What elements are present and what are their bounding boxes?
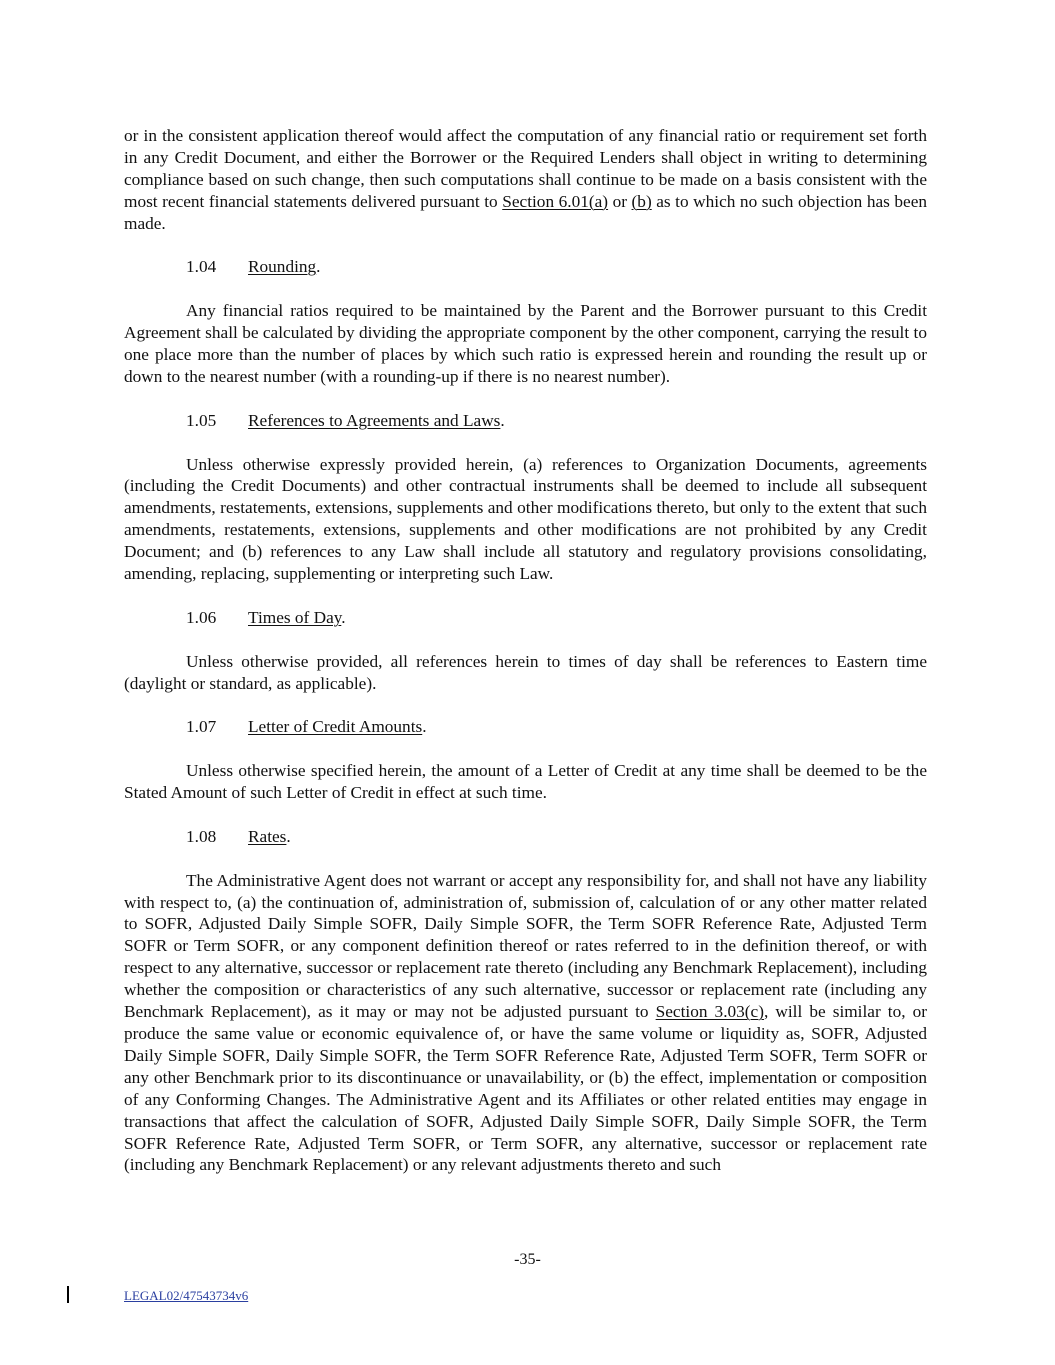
- section-1-07-text: Unless otherwise specified herein, the amount of a Letter of Credit at any time shall be deemed to be the Stated Amount of such Letter of Credit in effect at such time.: [124, 761, 927, 803]
- section-title: Rates: [248, 826, 287, 846]
- section-title: Times of Day: [248, 607, 342, 627]
- section-1-08-text-continuation: , will be similar to, or produce the same value or economic equivalence of, or have the same volume or liquidity as, SOFR, Adjusted Daily Simple SOFR, Daily Simple SOFR, the Term SOFR Reference Rate, Adjusted Term SOFR, Term SOFR or any other Benchmark prior to its discontinuance or unavailability, or (b) the effect, implementation or composition of any Conforming Changes. The Administrative Agent and its Affiliates or other related entities may engage in transactions that affect the calculation of SOFR, Adjusted Daily Simple SOFR, Daily Simple SOFR, the Term SOFR Reference Rate, Adjusted Term SOFR, or Term SOFR, any alternative, successor or replacement rate (including any Benchmark Replacement) or any relevant adjustments thereto and such: [124, 1002, 928, 1175]
- revision-bar: [67, 1286, 69, 1303]
- section-number: 1.05: [186, 410, 217, 430]
- section-number: 1.04: [186, 257, 217, 277]
- section-heading-1-08: 1.08 Rates.: [186, 826, 291, 846]
- section-3-03c-reference: Section 3.03(c): [655, 1002, 764, 1022]
- section-title: References to Agreements and Laws: [248, 410, 501, 430]
- section-number: 1.07: [186, 717, 217, 737]
- section-title: Rounding: [248, 257, 317, 277]
- document-reference-link[interactable]: LEGAL02/47543734v6: [124, 1288, 249, 1303]
- document-body: [124, 125, 927, 1198]
- continuation-connector: or: [608, 191, 632, 211]
- section-1-08-text: [124, 870, 927, 1177]
- section-1-06-text: Unless otherwise provided, all references herein to times of day shall be references to Eastern time (daylight or standard, as applicable).: [124, 651, 927, 693]
- section-heading-1-05: 1.05 References to Agreements and Laws.: [186, 410, 505, 430]
- section-number: 1.08: [186, 826, 217, 846]
- section-heading-1-07: 1.07 Letter of Credit Amounts.: [186, 717, 427, 737]
- section-6-01a-reference: Section 6.01(a): [502, 191, 609, 211]
- section-number: 1.06: [186, 607, 217, 627]
- section-heading-1-06: 1.06 Times of Day.: [186, 607, 346, 627]
- continuation-ending: as to which no such objection has been made.: [124, 191, 928, 233]
- section-1-08-text-part: The Administrative Agent does not warrant or accept any responsibility for, and shall not have any liability with respect to, (a) the continuation of, administration of, submission of, calculation of or any other matter related to SOFR, Adjusted Daily Simple SOFR, Daily Simple SOFR, the Term SOFR Reference Rate, Adjusted Term SOFR or Term SOFR, or any component definition thereof or rates referred to in the definition thereof, or with respect to any alternative, successor or replacement rate thereto (including any Benchmark Replacement), including whether the composition or characteristics of any such alternative, successor or replacement rate (including any Benchmark Replacement), as it may or may not be adjusted pursuant to: [124, 870, 927, 1022]
- section-title: Letter of Credit Amounts: [248, 717, 423, 737]
- continuation-paragraph: [124, 125, 927, 235]
- section-heading-1-04: 1.04 Rounding.: [186, 257, 321, 277]
- page-number: -35-: [514, 1251, 541, 1268]
- section-1-04-text: Any financial ratios required to be maintained by the Parent and the Borrower pursuant to this Credit Agreement shall be calculated by dividing the appropriate component by the other component, carrying the result to one place more than the number of places by which such ratio is expressed herein and rounding the result up or down to the nearest number (with a rounding-up if there is no nearest number).: [124, 301, 927, 386]
- section-1-05-text: Unless otherwise expressly provided herein, (a) references to Organization Documents, agreements (including the Credit Documents) and other contractual instruments shall be deemed to include all subsequent amendments, restatements, extensions, supplements and other modifications thereto, but only to the extent that such amendments, restatements, extensions, supplements and other modifications are not prohibited by any Credit Document; and (b) references to any Law shall include all statutory and regulatory provisions consolidating, amending, replacing, supplementing or interpreting such Law.: [124, 454, 927, 584]
- continuation-text: or in the consistent application thereof would affect the computation of any financial ratio or requirement set forth in any Credit Document, and either the Borrower or the Required Lenders shall object in writing to determining compliance based on such change, then such computations shall continue to be made on a basis consistent with the most recent financial statements delivered pursuant to: [124, 126, 927, 211]
- section-b-reference: (b): [631, 191, 652, 211]
